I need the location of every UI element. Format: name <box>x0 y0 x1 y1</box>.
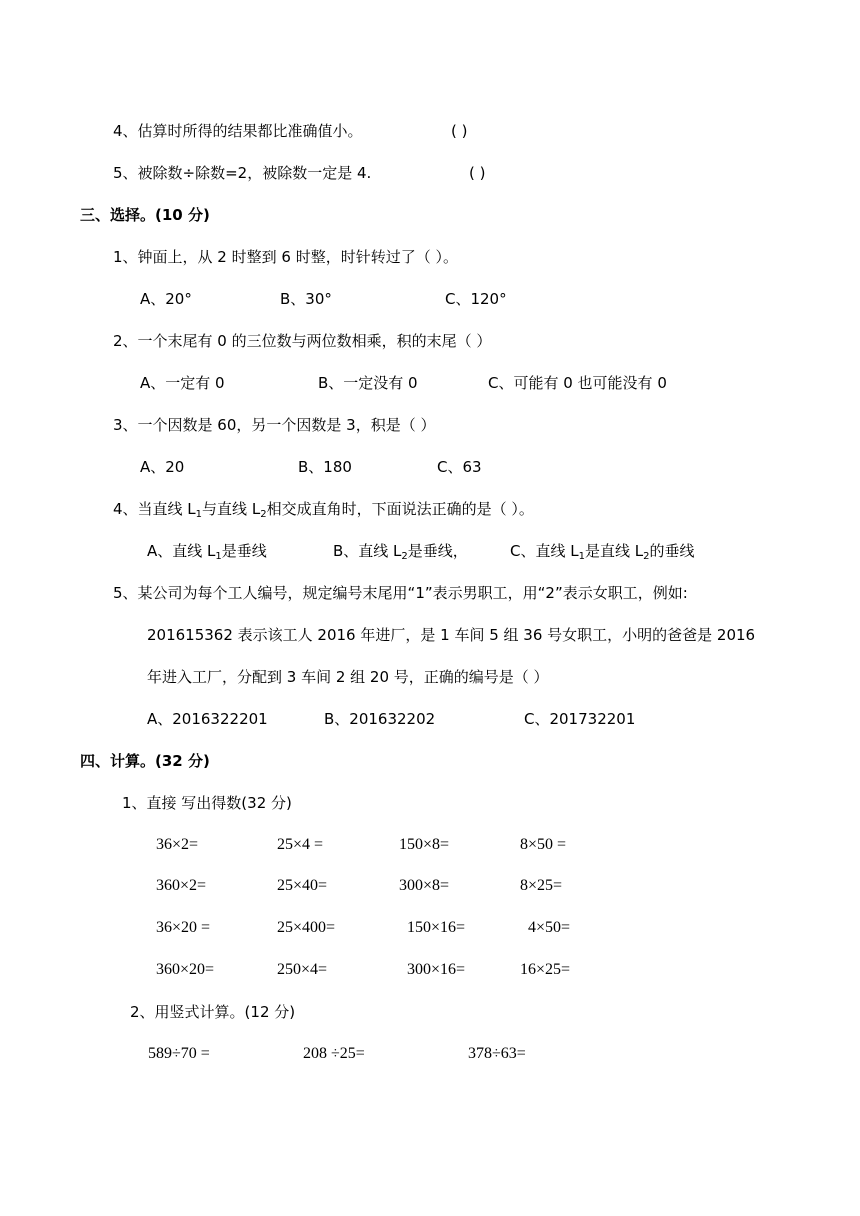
choice-q4-stem: 4、当直线 $L_1$与直线 $L_2$相交成直角时，下面说法正确的是（ ）。 <box>113 500 534 520</box>
calc-item: 300×16= <box>407 961 466 978</box>
choice-q5-line-1: 5、某公司为每个工人编号，规定编号末尾用“1”表示男职工，用“2”表示女职工，例如: <box>113 584 688 602</box>
calc-item: 36×2= <box>156 836 199 853</box>
choice-q3-stem: 3、一个因数是 60，另一个因数是 3，积是（ ） <box>113 416 436 434</box>
calc-item: 25×40= <box>277 877 328 894</box>
calc-item: 360×2= <box>156 877 207 894</box>
choice-q5-line-2: 201615362 表示该工人 2016 年进厂，是 1 车间 5 组 36 号女职工，小明的爸爸是 2016 <box>147 626 756 644</box>
section-choice-heading: 三、选择。(10 分) <box>80 206 210 224</box>
choice-q2-option-a: A、一定有 0 <box>140 374 225 392</box>
calc-item: 8×25= <box>520 877 563 894</box>
choice-q5-option-a: A、2016322201 <box>147 710 268 728</box>
judge-q4-answer-paren: ( ) <box>451 122 468 140</box>
calc-item: 250×4= <box>277 961 328 978</box>
choice-q2-stem: 2、一个末尾有 0 的三位数与两位数相乘，积的末尾（ ） <box>113 332 492 350</box>
choice-q3-option-b: B、180 <box>298 458 352 476</box>
calc-item: 4×50= <box>528 919 571 936</box>
choice-q5-option-b: B、201632202 <box>324 710 436 728</box>
judge-q4: 4、估算时所得的结果都比准确值小。 <box>113 122 363 140</box>
choice-q5-option-c: C、201732201 <box>524 710 636 728</box>
choice-q1-option-b: B、30° <box>280 290 332 308</box>
choice-q4-option-b: B、直线 $L_2$是垂线， <box>333 542 468 562</box>
calc-item: 25×4 = <box>277 836 324 853</box>
calc-item: 150×8= <box>399 836 450 853</box>
judge-q5-answer-paren: ( ) <box>469 164 486 182</box>
judge-q5: 5、被除数÷除数=2，被除数一定是 4. <box>113 164 372 182</box>
choice-q3-option-c: C、63 <box>437 458 482 476</box>
vertical-calc-item: 378÷63= <box>468 1045 526 1062</box>
choice-q1-stem: 1、钟面上，从 2 时整到 6 时整，时针转过了（ ）。 <box>113 248 458 266</box>
calc-item: 360×20= <box>156 961 215 978</box>
choice-q3-option-a: A、20 <box>140 458 185 476</box>
choice-q4-option-a: A、直线 $L_1$是垂线 <box>147 542 267 562</box>
choice-q1-option-c: C、120° <box>445 290 507 308</box>
choice-q2-option-c: C、可能有 0 也可能没有 0 <box>488 374 667 392</box>
vertical-calc-item: 208 ÷25= <box>303 1045 365 1062</box>
choice-q1-option-a: A、20° <box>140 290 192 308</box>
calc-item: 25×400= <box>277 919 336 936</box>
calc-item: 36×20 = <box>156 919 211 936</box>
section-calc-heading: 四、计算。(32 分) <box>80 752 210 770</box>
choice-q2-option-b: B、一定没有 0 <box>318 374 418 392</box>
calc-sub-heading-direct: 1、直接 写出得数(32 分) <box>122 794 292 812</box>
choice-q4-option-c: C、直线 $L_1$是直线 $L_2$的垂线 <box>510 542 695 562</box>
calc-sub-heading-vertical: 2、用竖式计算。(12 分) <box>130 1003 296 1021</box>
calc-item: 300×8= <box>399 877 450 894</box>
choice-q5-line-3: 年进入工厂，分配到 3 车间 2 组 20 号，正确的编号是（ ） <box>147 668 549 686</box>
calc-item: 8×50 = <box>520 836 567 853</box>
calc-item: 150×16= <box>407 919 466 936</box>
calc-item: 16×25= <box>520 961 571 978</box>
vertical-calc-item: 589÷70 = <box>148 1045 210 1062</box>
